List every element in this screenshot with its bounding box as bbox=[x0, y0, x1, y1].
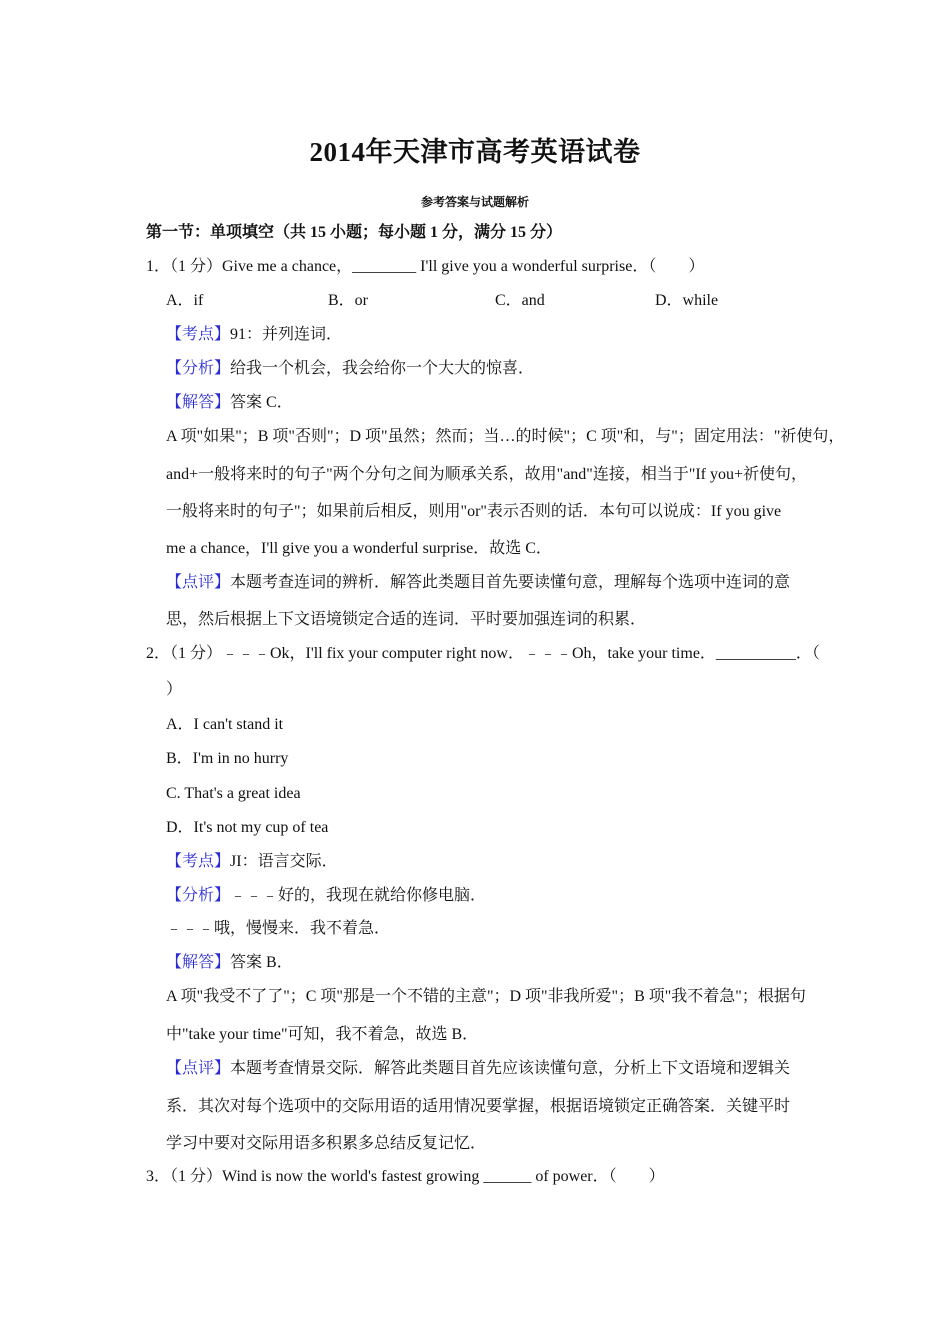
q1-kaodian-text: 91：并列连词． bbox=[230, 326, 343, 343]
q1-dianping-cont: 思，然后根据上下文语境锁定合适的连词．平时要加强连词的积累． bbox=[166, 611, 647, 628]
section-heading: 第一节：单项填空（共 15 小题；每小题 1 分，满分 15 分） bbox=[146, 224, 563, 241]
q1-explain-line: 一般将来时的句子"；如果前后相反，则用"or"表示否则的话．本句可以说成：If you give bbox=[166, 503, 782, 520]
q2-kaodian bbox=[166, 852, 338, 872]
q1-explain-line: me a chance，I'll give you a wonderful surprise．故选 C． bbox=[166, 540, 552, 557]
jieda-tag: 【解答】 bbox=[166, 954, 231, 971]
q2-dianping-cont: 系．其次对每个选项中的交际用语的适用情况要掌握，根据语境锁定正确答案．关键平时 bbox=[166, 1098, 791, 1115]
page-subtitle: 参考答案与试题解析 bbox=[420, 195, 529, 209]
q2-fenxi-text: ﹣﹣﹣好的，我现在就给你修电脑． bbox=[230, 887, 487, 904]
fenxi-tag: 【分析】 bbox=[166, 360, 231, 377]
q2-fenxi-cont: ﹣﹣﹣哦，慢慢来．我不着急． bbox=[166, 920, 391, 937]
q1-explain-line: and+一般将来时的句子"两个分句之间为顺承关系，故用"and"连接，相当于"If you+祈使句， bbox=[166, 466, 808, 483]
q2-option-b: B．I'm in no hurry bbox=[166, 750, 289, 767]
kaodian-tag: 【考点】 bbox=[166, 326, 231, 343]
question-1-stem: 1．（1 分）Give me a chance，________ I'll give you a wonderful surprise．（ ） bbox=[146, 258, 705, 275]
question-2-stem: 2．（1 分）﹣﹣﹣Ok，I'll fix your computer right now．﹣﹣﹣Oh，take your time．__________．（ bbox=[146, 645, 820, 662]
q2-dianping-text: 本题考查情景交际．解答此类题目首先应该读懂句意，分析上下文语境和逻辑关 bbox=[230, 1060, 791, 1077]
q2-jieda-text: 答案 B． bbox=[230, 954, 293, 971]
q2-explain-line: A 项"我受不了了"；C 项"那是一个不错的主意"；D 项"非我所爱"；B 项"我不着急"；根据句 bbox=[166, 988, 806, 1005]
q2-dianping bbox=[166, 1059, 790, 1079]
q2-option-a: A．I can't stand it bbox=[166, 716, 284, 733]
q1-jieda bbox=[166, 393, 293, 413]
q1-option-d: D．while bbox=[655, 292, 719, 309]
q1-fenxi-text: 给我一个机会，我会给你一个大大的惊喜． bbox=[230, 360, 535, 377]
dianping-tag: 【点评】 bbox=[166, 574, 231, 591]
jieda-tag: 【解答】 bbox=[166, 394, 231, 411]
q1-jieda-text: 答案 C． bbox=[230, 394, 293, 411]
q2-explain-line: 中"take your time"可知，我不着急，故选 B． bbox=[166, 1026, 479, 1043]
q1-dianping bbox=[166, 573, 790, 593]
q2-option-c: C. That's a great idea bbox=[166, 785, 301, 802]
question-2-stem-cont: ） bbox=[166, 681, 183, 698]
q1-fenxi bbox=[166, 359, 534, 379]
q1-option-b: B．or bbox=[328, 292, 369, 309]
q1-dianping-text: 本题考查连词的辨析．解答此类题目首先要读懂句意，理解每个选项中连词的意 bbox=[230, 574, 791, 591]
kaodian-tag: 【考点】 bbox=[166, 853, 231, 870]
q2-fenxi bbox=[166, 886, 486, 906]
dianping-tag: 【点评】 bbox=[166, 1060, 231, 1077]
q2-option-d: D．It's not my cup of tea bbox=[166, 819, 329, 836]
q1-option-a: A．if bbox=[166, 292, 204, 309]
q2-jieda bbox=[166, 953, 293, 973]
q1-explain-line: A 项"如果"；B 项"否则"；D 项"虽然；然而；当…的时候"；C 项"和，与"；固定用法："祈使句， bbox=[166, 428, 845, 445]
q1-option-c: C．and bbox=[495, 292, 545, 309]
q1-kaodian bbox=[166, 325, 342, 345]
q2-kaodian-text: JI：语言交际． bbox=[230, 853, 338, 870]
page-title: 2014年天津市高考英语试卷 bbox=[309, 137, 641, 167]
fenxi-tag: 【分析】 bbox=[166, 887, 231, 904]
question-3-stem: 3．（1 分）Wind is now the world's fastest growing ______ of power．（ ） bbox=[146, 1168, 665, 1185]
q2-dianping-cont: 学习中要对交际用语多积累多总结反复记忆． bbox=[166, 1135, 487, 1152]
